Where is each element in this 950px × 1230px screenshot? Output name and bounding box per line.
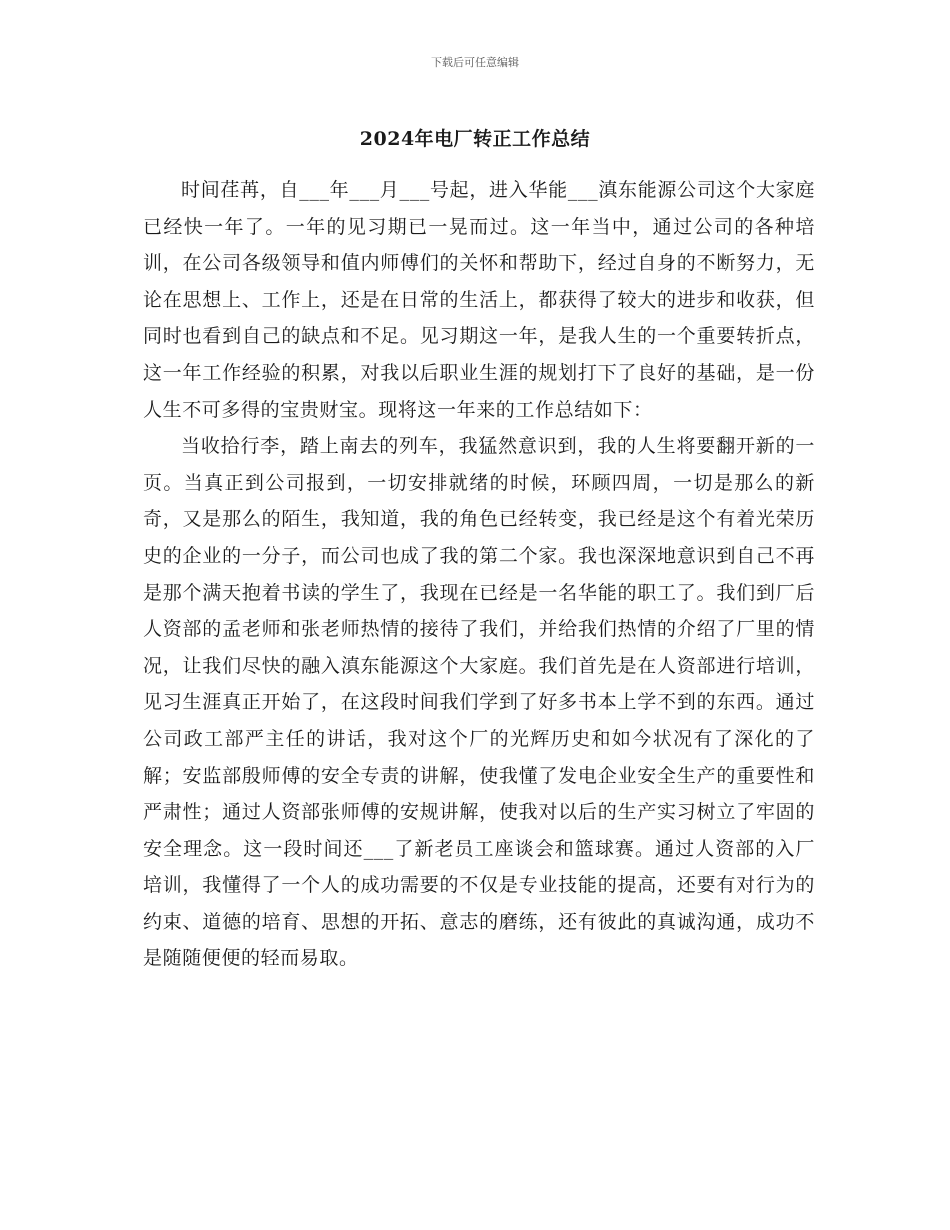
document-title: 2024年电厂转正工作总结	[359, 128, 591, 150]
header-note: 下载后可任意编辑	[431, 56, 519, 69]
document-body	[143, 172, 815, 977]
paragraph-1: 时间荏苒，自___年___月___号起，进入华能___滇东能源公司这个大家庭已经快一年了。一年的见习期已一晃而过。这一年当中，通过公司的各种培训，在公司各级领导和值内师傅们的关怀和帮助下，经过自身的不断努力，无论在思想上、工作上，还是在日常的生活上，都获得了较大的进步和收获，但同时也看到自己的缺点和不足。见习期这一年，是我人生的一个重要转折点，这一年工作经验的积累，对我以后职业生涯的规划打下了良好的基础，是一份人生不可多得的宝贵财宝。现将这一年来的工作总结如下：	[143, 179, 815, 421]
paragraph-2: 当收拾行李，踏上南去的列车，我猛然意识到，我的人生将要翻开新的一页。当真正到公司报到，一切安排就绪的时候，环顾四周，一切是那么的新奇，又是那么的陌生，我知道，我的角色已经转变，我已经是这个有着光荣历史的企业的一分子，而公司也成了我的第二个家。我也深深地意识到自己不再是那个满天抱着书读的学生了，我现在已经是一名华能的职工了。我们到厂后人资部的孟老师和张老师热情的接待了我们，并给我们热情的介绍了厂里的情况，让我们尽快的融入滇东能源这个大家庭。我们首先是在人资部进行培训，见习生涯真正开始了，在这段时间我们学到了好多书本上学不到的东西。通过公司政工部严主任的讲话，我对这个厂的光辉历史和如今状况有了深化的了解；安监部殷师傅的安全专责的讲解，使我懂了发电企业安全生产的重要性和严肃性；通过人资部张师傅的安规讲解，使我对以后的生产实习树立了牢固的安全理念。这一段时间还___了新老员工座谈会和篮球赛。通过人资部的入厂培训，我懂得了一个人的成功需要的不仅是专业技能的提高，还要有对行为的约束、道德的培育、思想的开拓、意志的磨练，还有彼此的真诚沟通，成功不是随随便便的轻而易取。	[143, 435, 815, 970]
